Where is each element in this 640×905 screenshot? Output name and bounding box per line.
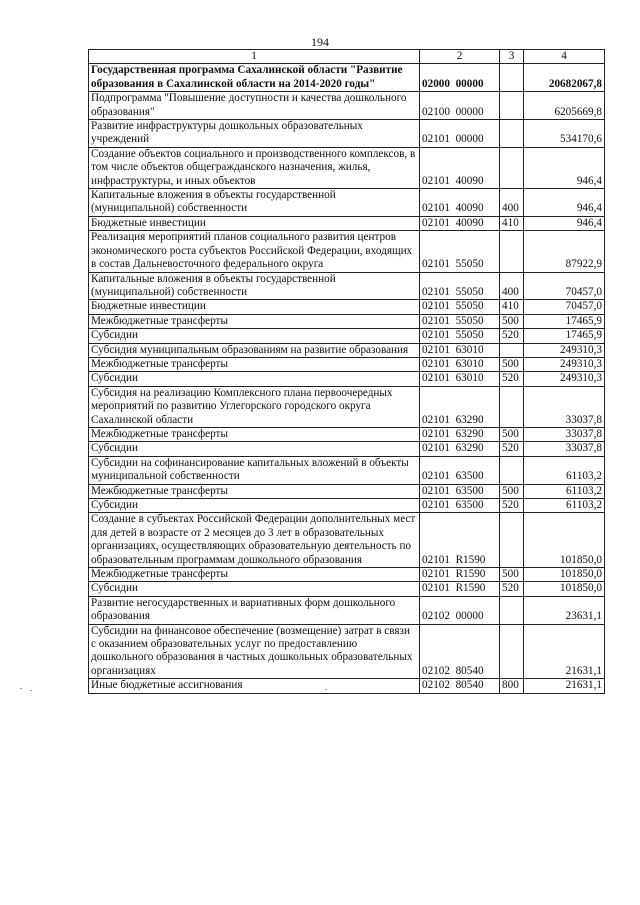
row-type-cell — [500, 624, 524, 679]
table-row — [89, 456, 605, 484]
row-code-cell: 02101 63290 — [420, 386, 500, 427]
row-name-cell: Субсидии на софинансирование капитальных вложений в объекты муниципальной собственности — [89, 456, 420, 484]
row-amount-cell: 70457,0 — [524, 272, 605, 300]
row-amount-cell: 20682067,8 — [524, 64, 605, 92]
budget-table — [88, 49, 605, 694]
row-code-cell: 02101 63500 — [420, 484, 500, 498]
header-col-3: 3 — [500, 50, 524, 64]
row-code-cell: 02101 63290 — [420, 442, 500, 456]
row-amount-cell: 61103,2 — [524, 484, 605, 498]
row-amount-cell: 17465,9 — [524, 314, 605, 328]
row-type-cell: 520 — [500, 582, 524, 596]
row-type-cell — [500, 120, 524, 148]
table-row — [89, 624, 605, 679]
table-row — [89, 442, 605, 456]
row-amount-cell: 6205669,8 — [524, 92, 605, 120]
row-type-cell: 520 — [500, 372, 524, 386]
row-amount-cell: 534170,6 — [524, 120, 605, 148]
row-code-cell: 02101 40090 — [420, 147, 500, 188]
row-type-cell — [500, 64, 524, 92]
table-row — [89, 357, 605, 371]
row-amount-cell: 33037,8 — [524, 386, 605, 427]
row-name-cell: Межбюджетные трансферты — [89, 427, 420, 441]
row-name-cell: Субсидии — [89, 499, 420, 513]
row-name-cell: Межбюджетные трансферты — [89, 357, 420, 371]
row-code-cell: 02101 63010 — [420, 357, 500, 371]
row-code-cell: 02101 63010 — [420, 372, 500, 386]
table-row — [89, 216, 605, 230]
row-name-cell: Бюджетные инвестиции — [89, 300, 420, 314]
table-row — [89, 314, 605, 328]
header-col-1: 1 — [89, 50, 420, 64]
row-name-cell: Межбюджетные трансферты — [89, 314, 420, 328]
row-code-cell: 02101 40090 — [420, 189, 500, 217]
row-amount-cell: 33037,8 — [524, 442, 605, 456]
table-row — [89, 120, 605, 148]
row-type-cell — [500, 147, 524, 188]
row-code-cell: 02102 80540 — [420, 624, 500, 679]
row-type-cell: 500 — [500, 357, 524, 371]
row-name-cell: Иные бюджетные ассигнования — [89, 679, 420, 693]
row-code-cell: 02101 63010 — [420, 343, 500, 357]
row-name-cell: Реализация мероприятий планов социального развития центров экономического роста субъектов Российской Федерации, входящих в состав Дальневосточного федерального округа — [89, 231, 420, 272]
table-row — [89, 386, 605, 427]
row-type-cell: 500 — [500, 314, 524, 328]
row-name-cell: Развитие инфраструктуры дошкольных образовательных учреждений — [89, 120, 420, 148]
row-code-cell: 02101 55050 — [420, 300, 500, 314]
table-row — [89, 484, 605, 498]
row-type-cell: 500 — [500, 568, 524, 582]
row-type-cell — [500, 596, 524, 624]
row-name-cell: Межбюджетные трансферты — [89, 484, 420, 498]
row-amount-cell: 101850,0 — [524, 568, 605, 582]
row-code-cell: 02000 00000 — [420, 64, 500, 92]
row-amount-cell: 17465,9 — [524, 329, 605, 343]
row-amount-cell: 101850,0 — [524, 582, 605, 596]
row-name-cell: Субсидия муниципальным образованиям на развитие образования — [89, 343, 420, 357]
row-code-cell: 02101 63500 — [420, 456, 500, 484]
row-code-cell: 02101 R1590 — [420, 582, 500, 596]
row-name-cell: Развитие негосударственных и вариативных форм дошкольного образования — [89, 596, 420, 624]
row-amount-cell: 101850,0 — [524, 513, 605, 568]
row-name-cell: Субсидии — [89, 372, 420, 386]
table-row — [89, 582, 605, 596]
table-row — [89, 596, 605, 624]
table-row — [89, 372, 605, 386]
table-row — [89, 300, 605, 314]
row-amount-cell: 946,4 — [524, 189, 605, 217]
row-type-cell — [500, 231, 524, 272]
table-row — [89, 427, 605, 441]
row-type-cell — [500, 513, 524, 568]
scan-speck — [20, 688, 22, 689]
row-type-cell: 400 — [500, 189, 524, 217]
row-name-cell: Субсидии на финансовое обеспечение (возмещение) затрат в связи с оказанием образовательных услуг по предоставлению дошкольного образования в частных дошкольных образовательных организациях — [89, 624, 420, 679]
table-row — [89, 92, 605, 120]
row-code-cell: 02102 00000 — [420, 596, 500, 624]
row-type-cell — [500, 386, 524, 427]
row-name-cell: Создание объектов социального и производственного комплексов, в том числе объектов общегражданского назначения, жилья, инфраструктуры, и иных объектов — [89, 147, 420, 188]
row-code-cell: 02102 80540 — [420, 679, 500, 693]
row-type-cell — [500, 456, 524, 484]
row-code-cell: 02101 40090 — [420, 216, 500, 230]
row-type-cell: 500 — [500, 427, 524, 441]
row-amount-cell: 946,4 — [524, 147, 605, 188]
row-name-cell: Субсидии — [89, 442, 420, 456]
row-name-cell: Субсидии — [89, 582, 420, 596]
row-code-cell: 02100 00000 — [420, 92, 500, 120]
table-row — [89, 147, 605, 188]
table-row — [89, 231, 605, 272]
row-type-cell: 500 — [500, 484, 524, 498]
row-name-cell: Создание в субъектах Российской Федерации дополнительных мест для детей в возрасте от 2 месяцев до 3 лет в образовательных организациях, осуществляющих образовательную деятельность по образовательным программам дошкольного образования — [89, 513, 420, 568]
table-row — [89, 329, 605, 343]
row-amount-cell: 61103,2 — [524, 456, 605, 484]
table-header-row — [89, 50, 605, 64]
row-amount-cell: 23631,1 — [524, 596, 605, 624]
row-amount-cell: 87922,9 — [524, 231, 605, 272]
table-row — [89, 513, 605, 568]
table-row — [89, 189, 605, 217]
row-type-cell: 520 — [500, 499, 524, 513]
row-name-cell: Бюджетные инвестиции — [89, 216, 420, 230]
row-code-cell: 02101 55050 — [420, 272, 500, 300]
table-row — [89, 679, 605, 693]
row-type-cell: 520 — [500, 442, 524, 456]
row-code-cell: 02101 R1590 — [420, 513, 500, 568]
header-col-4: 4 — [524, 50, 605, 64]
scan-speck — [30, 690, 32, 691]
row-code-cell: 02101 00000 — [420, 120, 500, 148]
table-row — [89, 343, 605, 357]
row-name-cell: Межбюджетные трансферты — [89, 568, 420, 582]
row-code-cell: 02101 55050 — [420, 314, 500, 328]
row-type-cell: 520 — [500, 329, 524, 343]
table-row — [89, 499, 605, 513]
row-name-cell: Подпрограмма "Повышение доступности и качества дошкольного образования" — [89, 92, 420, 120]
row-amount-cell: 249310,3 — [524, 372, 605, 386]
table-row — [89, 64, 605, 92]
page-number: 194 — [311, 35, 329, 49]
row-code-cell: 02101 63500 — [420, 499, 500, 513]
table-row — [89, 568, 605, 582]
row-type-cell — [500, 92, 524, 120]
row-type-cell: 410 — [500, 216, 524, 230]
row-name-cell: Капитальные вложения в объекты государственной (муниципальной) собственности — [89, 272, 420, 300]
row-type-cell: 400 — [500, 272, 524, 300]
row-code-cell: 02101 55050 — [420, 231, 500, 272]
row-type-cell — [500, 343, 524, 357]
row-amount-cell: 61103,2 — [524, 499, 605, 513]
row-amount-cell: 249310,3 — [524, 357, 605, 371]
row-amount-cell: 946,4 — [524, 216, 605, 230]
row-amount-cell: 249310,3 — [524, 343, 605, 357]
row-name-cell: Субсидии — [89, 329, 420, 343]
row-code-cell: 02101 R1590 — [420, 568, 500, 582]
row-name-cell: Капитальные вложения в объекты государственной (муниципальной) собственности — [89, 189, 420, 217]
row-name-cell: Субсидия на реализацию Комплексного плана первоочередных мероприятий по развитию Углегорского городского округа Сахалинской области — [89, 386, 420, 427]
scan-speck — [325, 689, 327, 690]
row-code-cell: 02101 63290 — [420, 427, 500, 441]
row-amount-cell: 21631,1 — [524, 624, 605, 679]
row-code-cell: 02101 55050 — [420, 329, 500, 343]
row-amount-cell: 21631,1 — [524, 679, 605, 693]
row-type-cell: 800 — [500, 679, 524, 693]
header-col-2: 2 — [420, 50, 500, 64]
row-name-cell: Государственная программа Сахалинской области "Развитие образования в Сахалинской области на 2014-2020 годы" — [89, 64, 420, 92]
row-type-cell: 410 — [500, 300, 524, 314]
row-amount-cell: 70457,0 — [524, 300, 605, 314]
table-row — [89, 272, 605, 300]
budget-table-body — [89, 50, 605, 694]
row-amount-cell: 33037,8 — [524, 427, 605, 441]
